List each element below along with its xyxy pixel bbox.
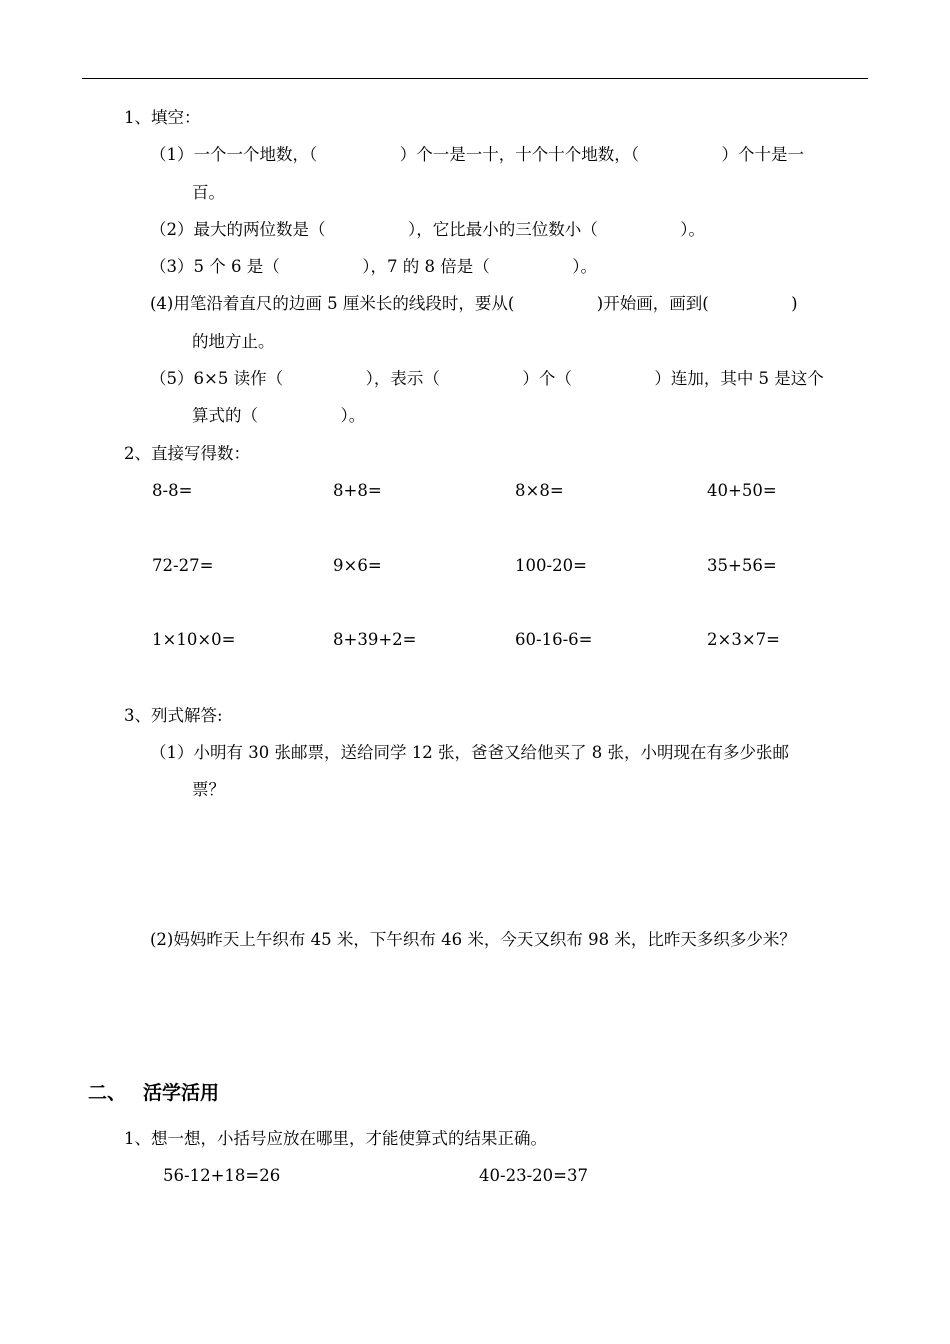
q1-heading: 1、填空： (124, 108, 201, 127)
section-2-q1-heading: 1、想一想，小括号应放在哪里，才能使算式的结果正确。 (124, 1129, 547, 1148)
q1-line-4: （3）5 个 6 是（ ），7 的 8 倍是（ ）。 (150, 257, 597, 276)
header-rule (82, 78, 868, 79)
equation: 56-12+18=26 (163, 1166, 281, 1185)
q2-cell: 8+39+2= (333, 630, 417, 649)
q1-line-7: （5）6×5 读作（ ），表示（ ）个（ ）连加，其中 5 是这个 (150, 369, 824, 388)
q2-cell: 60-16-6= (515, 630, 593, 649)
q2-cell: 72-27= (152, 556, 214, 575)
equation: 40-23-20=37 (479, 1166, 588, 1185)
q2-cell: 8-8= (152, 481, 193, 500)
q2-heading: 2、直接写得数： (124, 444, 250, 463)
q1-line-2: 百。 (192, 183, 225, 202)
q1-line-6: 的地方止。 (192, 332, 275, 351)
q2-cell: 2×3×7= (707, 630, 780, 649)
q2-cell: 9×6= (333, 556, 382, 575)
q2-cell: 40+50= (707, 481, 777, 500)
q3-problem-2: (2)妈妈昨天上午织布 45 米，下午织布 46 米，今天又织布 98 米，比昨天多织多少米？ (150, 930, 796, 949)
q2-cell: 1×10×0= (152, 630, 236, 649)
q1-line-3: （2）最大的两位数是（ ），它比最小的三位数小（ ）。 (150, 220, 705, 239)
q2-cell: 35+56= (707, 556, 777, 575)
q1-line-8: 算式的（ ）。 (192, 406, 366, 425)
q2-cell: 8+8= (333, 481, 382, 500)
q3-problem-1-line-1: （1）小明有 30 张邮票，送给同学 12 张，爸爸又给他买了 8 张，小明现在有多少张邮 (150, 743, 789, 762)
q3-heading: 3、列式解答: (124, 706, 223, 725)
q1-line-1: （1）一个一个地数，（ ）个一是一十，十个十个地数，（ ）个十是一 (150, 145, 804, 164)
section-2-number: 二、 (88, 1082, 127, 1104)
q2-cell: 8×8= (515, 481, 564, 500)
q2-cell: 100-20= (515, 556, 587, 575)
q1-line-5: (4)用笔沿着直尺的边画 5 厘米长的线段时，要从( )开始画，画到( ) (150, 294, 798, 313)
section-2-title: 活学活用 (143, 1082, 220, 1104)
q3-problem-1-line-2: 票？ (192, 780, 225, 799)
